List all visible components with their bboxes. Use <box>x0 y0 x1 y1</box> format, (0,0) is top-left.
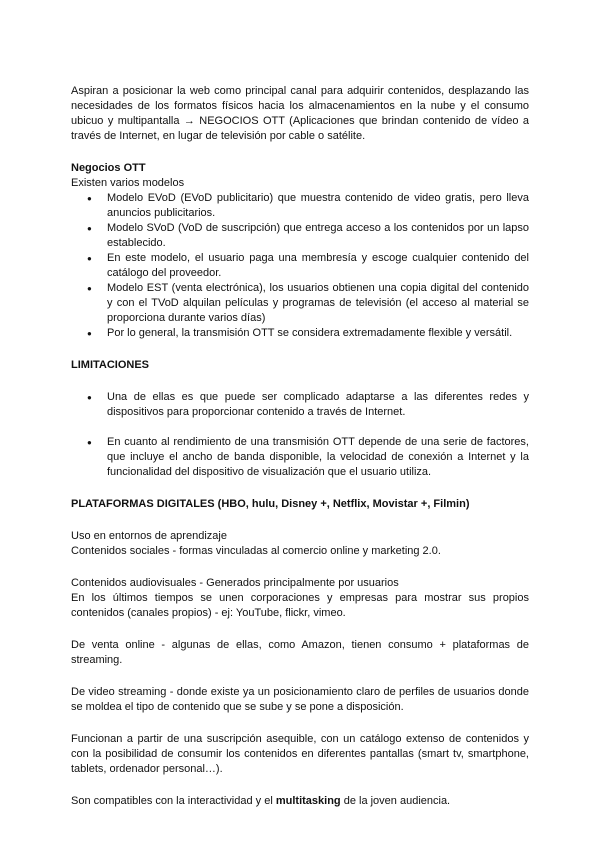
document-body <box>71 84 529 809</box>
intro-text-end: NEGOCIOS OTT (Aplicaciones que brindan contenido de vídeo a través de Internet, en lugar de televisión por cable o satélite. <box>71 115 529 142</box>
list-item: ● En cuanto al rendimiento de una transmisión OTT depende de una serie de factores, que incluye el ancho de banda disponible, la velocidad de conexión a Internet y la funcionalidad del dispositivo de visualización que el usuario utiliza. <box>107 435 529 480</box>
list-item: ● Modelo EVoD (EVoD publicitario) que muestra contenido de video gratis, pero lleva anuncios publicitarios. <box>107 191 529 221</box>
uso-line: Contenidos sociales - formas vinculadas al comercio online y marketing 2.0. <box>71 545 441 557</box>
list-item: ● Una de ellas es que puede ser complicado adaptarse a las diferentes redes y dispositivos para proporcionar contenido a través de Internet. <box>107 390 529 420</box>
ott-models-list <box>71 191 529 341</box>
plataformas-heading: PLATAFORMAS DIGITALES (HBO, hulu, Disney +, Netflix, Movistar +, Filmin) <box>71 498 470 510</box>
right-arrow-icon: → <box>183 115 195 127</box>
list-item: ● En este modelo, el usuario paga una membresía y escoge cualquier contenido del catálogo del proveedor. <box>107 251 529 281</box>
audiovisual-title: Contenidos audiovisuales - Generados principalmente por usuarios <box>71 577 399 589</box>
intro-paragraph <box>71 84 529 144</box>
video-streaming-paragraph: De video streaming - donde existe ya un posicionamiento claro de perfiles de usuarios donde se moldea el tipo de contenido que se sube y se pone a disposición. <box>71 686 529 713</box>
ott-heading: Negocios OTT <box>71 162 146 174</box>
ott-lead: Existen varios modelos <box>71 177 185 189</box>
list-item: ● Modelo SVoD (VoD de suscripción) que entrega acceso a los contenidos por un lapso establecido. <box>107 221 529 251</box>
audiovisual-text: En los últimos tiempos se unen corporaciones y empresas para mostrar sus propios contenidos (canales propios) - ej: YouTube, flickr, vimeo. <box>71 592 529 619</box>
uso-title: Uso en entornos de aprendizaje <box>71 530 227 542</box>
limitaciones-list-2 <box>71 435 529 480</box>
compatibilidad-paragraph <box>71 794 529 809</box>
intro-text-start: Aspiran a posicionar la web como principal canal para adquirir contenidos, desplazando las necesidades de los formatos físicos hacia los almacenamientos en la nube y el consumo ubicuo y multipantalla <box>71 85 529 127</box>
multitasking-bold: multitasking <box>275 795 341 807</box>
list-item: ● Modelo EST (venta electrónica), los usuarios obtienen una copia digital del contenido y con el TVoD alquilan películas y programas de televisión (el acceso al material se proporciona durante varios días) <box>107 281 529 326</box>
limitaciones-list <box>71 390 529 420</box>
compat-text-end: de la joven audiencia. <box>343 795 451 807</box>
compat-text-start: Son compatibles con la interactividad y el <box>71 795 273 807</box>
list-item: ● Por lo general, la transmisión OTT se considera extremadamente flexible y versátil. <box>107 326 529 341</box>
venta-online-paragraph: De venta online - algunas de ellas, como Amazon, tienen consumo + plataformas de streaming. <box>71 639 529 666</box>
suscripcion-paragraph: Funcionan a partir de una suscripción asequible, con un catálogo extenso de contenidos y con la posibilidad de consumir los contenidos en diferentes pantallas (smart tv, smartphone, tablets, ordenador personal…). <box>71 733 529 775</box>
limitaciones-heading: LIMITACIONES <box>71 359 150 371</box>
